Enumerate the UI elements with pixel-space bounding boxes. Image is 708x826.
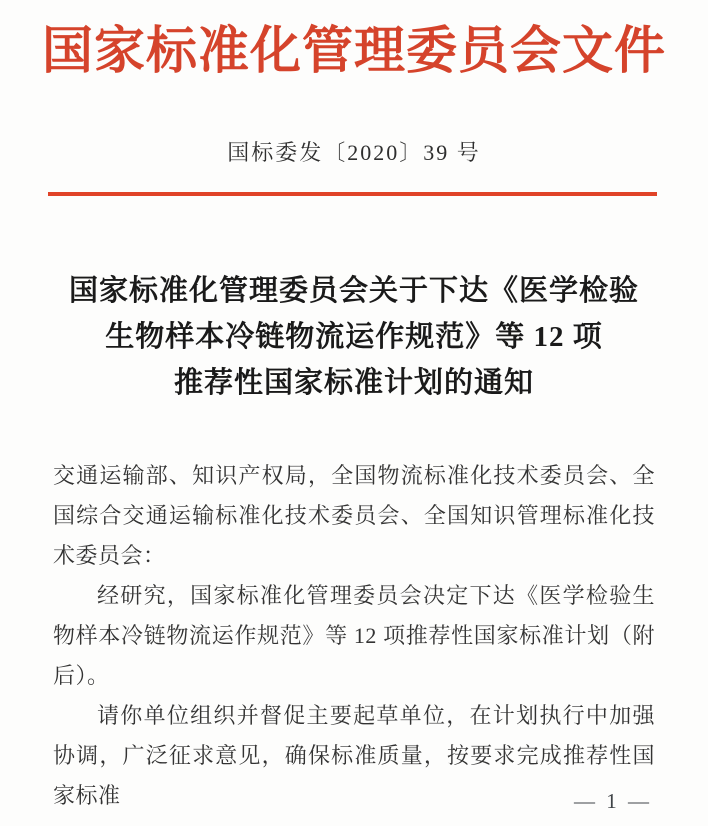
- document-title: [0, 268, 708, 406]
- document-header-title: 国家标准化管理委员会文件: [41, 24, 666, 80]
- body-paragraph-recipients: 交通运输部、知识产权局，全国物流标准化技术委员会、全国综合交通运输标准化技术委员会、全国知识管理标准化技术委员会：: [53, 463, 655, 568]
- document-title-line-3: 推荐性国家标准计划的通知: [173, 367, 534, 399]
- header-divider: [48, 192, 657, 196]
- document-title-line-1: 国家标准化管理委员会关于下达《医学检验: [68, 275, 639, 307]
- document-number: 国标委发〔2020〕39 号: [227, 140, 481, 165]
- page-number: — 1 —: [574, 789, 652, 813]
- document-title-line-2: 生物样本冷链物流运作规范》等 12 项: [105, 321, 603, 353]
- body-paragraph-instruction: 请你单位组织并督促主要起草单位，在计划执行中加强协调，广泛征求意见，确保标准质量，按要求完成推荐性国家标准: [53, 703, 655, 808]
- document-body: [53, 456, 655, 816]
- body-paragraph-decision: 经研究，国家标准化管理委员会决定下达《医学检验生物样本冷链物流运作规范》等 12 项推荐性国家标准计划（附后）。: [53, 583, 655, 688]
